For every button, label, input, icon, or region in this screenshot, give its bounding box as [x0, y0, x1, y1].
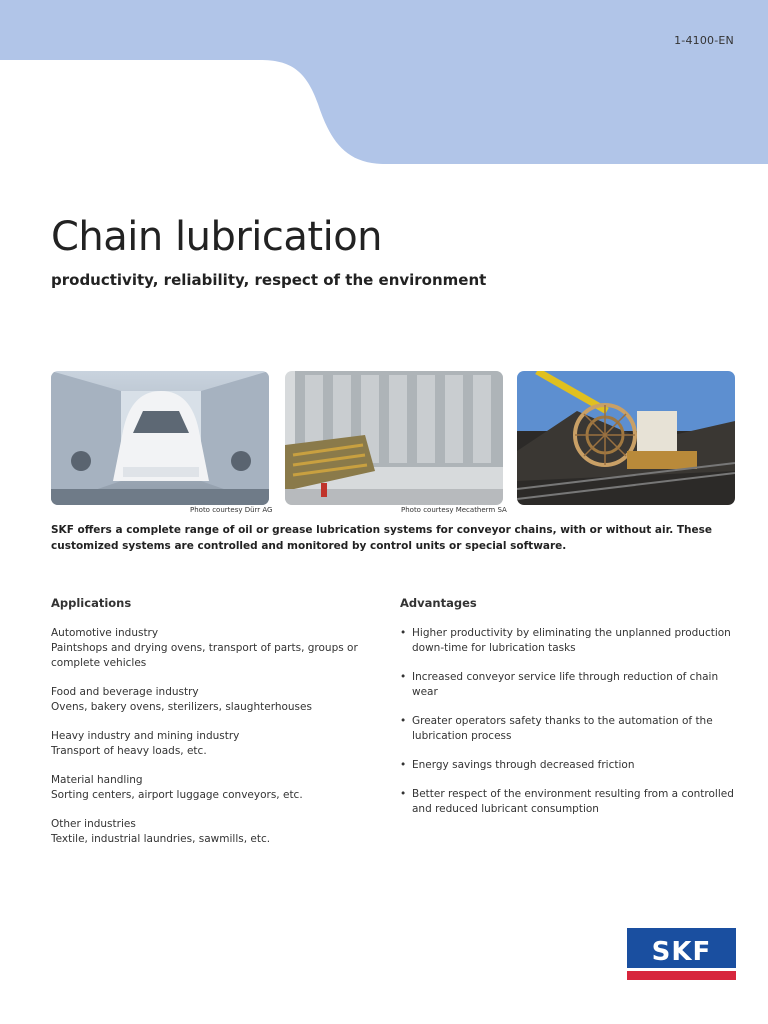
applications-list: [51, 626, 381, 861]
photo-caption-1: Photo courtesy Dürr AG: [190, 506, 273, 514]
application-item: [51, 817, 381, 847]
advantages-list: [400, 626, 740, 831]
advantage-item: [400, 714, 740, 744]
applications-heading: Applications: [51, 596, 132, 610]
photo-coal-yard: [517, 371, 735, 505]
advantage-item: [400, 787, 740, 817]
photo-paint-booth: [51, 371, 269, 505]
advantages-heading: Advantages: [400, 596, 477, 610]
header-band: [0, 0, 768, 164]
intro-text: SKF offers a complete range of oil or grease lubrication systems for conveyor chains, with or without air. These customized systems are controlled and monitored by control units or special software.: [51, 524, 713, 552]
application-desc: Ovens, bakery ovens, sterilizers, slaughterhouses: [51, 701, 312, 713]
skf-logo-text: SKF: [651, 937, 712, 967]
bullet-icon: •: [400, 627, 407, 639]
application-name: Automotive industry: [51, 627, 159, 639]
advantage-text: Energy savings through decreased friction: [412, 759, 635, 771]
advantage-item: [400, 670, 740, 700]
application-item: [51, 773, 381, 803]
bullet-icon: •: [400, 759, 407, 771]
bullet-icon: •: [400, 715, 407, 727]
photo-oven-conveyor: [285, 371, 503, 505]
application-desc: Sorting centers, airport luggage conveyors, etc.: [51, 789, 303, 801]
bullet-icon: •: [400, 788, 407, 800]
advantage-text: Greater operators safety thanks to the automation of the lubrication process: [412, 715, 713, 742]
application-name: Material handling: [51, 774, 143, 786]
advantage-text: Increased conveyor service life through reduction of chain wear: [412, 671, 719, 698]
document-code: 1-4100-EN: [674, 34, 734, 47]
page-title: Chain lubrication: [51, 214, 383, 260]
page-subtitle: productivity, reliability, respect of the environment: [51, 271, 487, 289]
advantage-item: [400, 626, 740, 656]
application-desc: Textile, industrial laundries, sawmills, etc.: [51, 833, 271, 845]
application-desc: Paintshops and drying ovens, transport of parts, groups or complete vehicles: [51, 642, 358, 669]
application-item: [51, 729, 381, 759]
application-name: Food and beverage industry: [51, 686, 199, 698]
advantage-item: [400, 758, 740, 773]
advantage-text: Higher productivity by eliminating the unplanned production down-time for lubrication tasks: [412, 627, 731, 654]
application-item: [51, 626, 381, 671]
application-item: [51, 685, 381, 715]
skf-logo: [627, 928, 736, 980]
advantage-text: Better respect of the environment resulting from a controlled and reduced lubricant consumption: [412, 788, 734, 815]
application-name: Other industries: [51, 818, 136, 830]
application-name: Heavy industry and mining industry: [51, 730, 240, 742]
photo-caption-2: Photo courtesy Mecatherm SA: [401, 506, 507, 514]
application-desc: Transport of heavy loads, etc.: [51, 745, 207, 757]
bullet-icon: •: [400, 671, 407, 683]
